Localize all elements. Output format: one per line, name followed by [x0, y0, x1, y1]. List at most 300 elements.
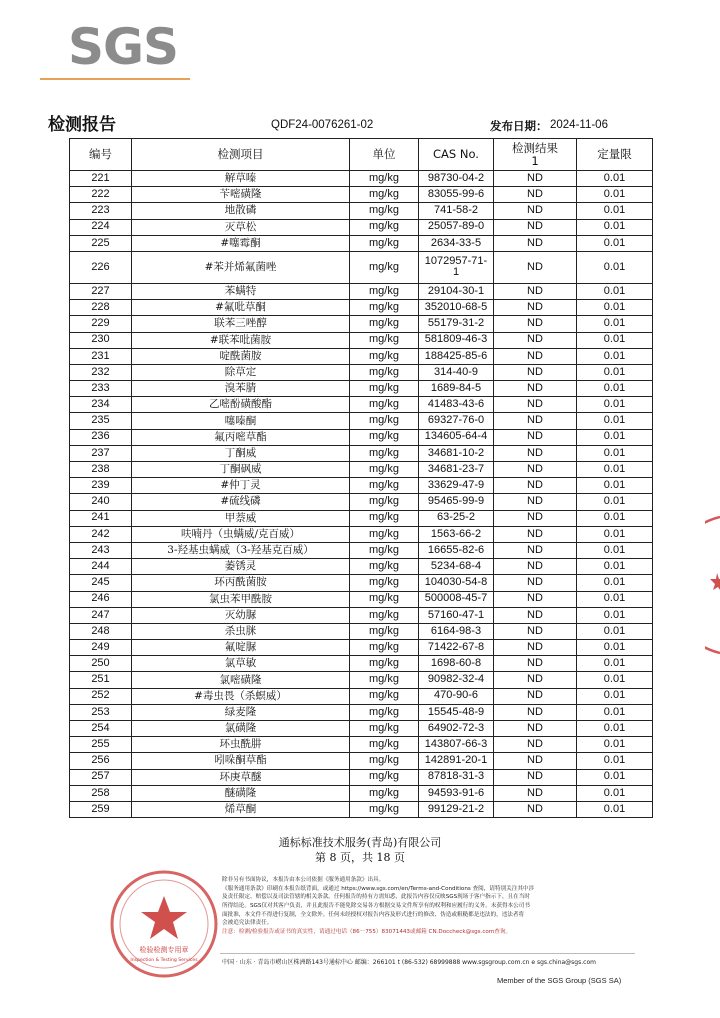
cell-unit: mg/kg [350, 591, 419, 607]
table-row [70, 462, 653, 478]
cell-unit: mg/kg [350, 462, 419, 478]
cell-number: 233 [70, 381, 132, 397]
cell-unit: mg/kg [350, 704, 419, 720]
cell-item: 呋喃丹（虫螨威/克百威） [132, 526, 350, 542]
cell-item: 丁酮砜威 [132, 462, 350, 478]
cell-cas: 57160-47-1 [419, 607, 494, 623]
cell-result: ND [494, 785, 577, 801]
cell-cas: 41483-43-6 [419, 397, 494, 413]
verification-warning: 注意：检测/检验报告或证书的真实性，请通过电话（86－755）83071443或邮箱 CN.Doccheck@sgs.com查询。 [222, 928, 512, 935]
table-row [70, 219, 653, 235]
cell-item: #硫线磷 [132, 494, 350, 510]
cell-unit: mg/kg [350, 413, 419, 429]
cell-result: ND [494, 494, 577, 510]
cell-result: ND [494, 251, 577, 283]
cell-unit: mg/kg [350, 235, 419, 251]
cell-loq: 0.01 [577, 300, 653, 316]
table-row [70, 510, 653, 526]
cell-item: 丁酮威 [132, 445, 350, 461]
cell-unit: mg/kg [350, 575, 419, 591]
cell-cas: 29104-30-1 [419, 283, 494, 299]
cell-cas: 98730-04-2 [419, 171, 494, 187]
cell-unit: mg/kg [350, 348, 419, 364]
cell-loq: 0.01 [577, 769, 653, 785]
report-number: QDF24-0076261-02 [271, 119, 374, 131]
cell-loq: 0.01 [577, 494, 653, 510]
cell-result: ND [494, 721, 577, 737]
cell-result: ND [494, 623, 577, 639]
cell-unit: mg/kg [350, 542, 419, 558]
cell-loq: 0.01 [577, 413, 653, 429]
cell-unit: mg/kg [350, 364, 419, 380]
cell-item: 联苯三唑醇 [132, 316, 350, 332]
cell-unit: mg/kg [350, 753, 419, 769]
cell-unit: mg/kg [350, 219, 419, 235]
cell-unit: mg/kg [350, 656, 419, 672]
cell-item: 环虫酰肼 [132, 737, 350, 753]
cell-loq: 0.01 [577, 623, 653, 639]
cell-result: ND [494, 559, 577, 575]
cell-number: 247 [70, 607, 132, 623]
table-row [70, 672, 653, 688]
cell-result: ND [494, 801, 577, 817]
table-row [70, 801, 653, 817]
cell-cas: 99129-21-2 [419, 801, 494, 817]
table-row [70, 187, 653, 203]
table-row [70, 413, 653, 429]
cell-loq: 0.01 [577, 462, 653, 478]
table-row [70, 397, 653, 413]
edge-seal-icon [705, 515, 720, 655]
cell-item: 烯草酮 [132, 801, 350, 817]
cell-cas: 741-58-2 [419, 203, 494, 219]
cell-cas: 69327-76-0 [419, 413, 494, 429]
table-row [70, 721, 653, 737]
cell-item: #仲丁灵 [132, 478, 350, 494]
cell-result: ND [494, 753, 577, 769]
cell-unit: mg/kg [350, 510, 419, 526]
cell-unit: mg/kg [350, 478, 419, 494]
table-row [70, 575, 653, 591]
cell-cas: 188425-85-6 [419, 348, 494, 364]
disclaimer [222, 876, 642, 937]
cell-number: 244 [70, 559, 132, 575]
cell-item: 灭草松 [132, 219, 350, 235]
cell-unit: mg/kg [350, 187, 419, 203]
cell-number: 254 [70, 721, 132, 737]
cell-cas: 104030-54-8 [419, 575, 494, 591]
cell-loq: 0.01 [577, 526, 653, 542]
cell-unit: mg/kg [350, 283, 419, 299]
cell-loq: 0.01 [577, 542, 653, 558]
cell-item: #噻霉酮 [132, 235, 350, 251]
cell-unit: mg/kg [350, 737, 419, 753]
cell-number: 238 [70, 462, 132, 478]
cell-item: 地散磷 [132, 203, 350, 219]
cell-item: 灭幼脲 [132, 607, 350, 623]
report-title: 检测报告 [48, 115, 116, 135]
results-table [69, 138, 653, 818]
table-row [70, 656, 653, 672]
table-row [70, 364, 653, 380]
cell-number: 227 [70, 283, 132, 299]
cell-number: 241 [70, 510, 132, 526]
disclaimer-line: 及责任限定、赔偿以及司法管辖的相关条款。任何报告的持有方需知悉，此报告内容仅反映SGS现场于客户指示下，且在当时 [222, 894, 530, 901]
cell-result: ND [494, 542, 577, 558]
table-row [70, 300, 653, 316]
disclaimer-line: 除非另有书面协议，本报告由本公司依据《服务通用条款》出具。 [222, 877, 385, 883]
table-row [70, 203, 653, 219]
table-row [70, 607, 653, 623]
table-row [70, 494, 653, 510]
cell-cas: 6164-98-3 [419, 623, 494, 639]
table-row [70, 753, 653, 769]
cell-cas: 33629-47-9 [419, 478, 494, 494]
sgs-logo: SGS [68, 18, 179, 76]
cell-result: ND [494, 187, 577, 203]
table-row [70, 171, 653, 187]
cell-item: #联苯吡菌胺 [132, 332, 350, 348]
company-address: 中国 · 山东 · 青岛市崂山区株洲路143号通标中心 邮编：266101 t (86-532) 68999888 www.sgsgroup.com.cn e sgs.china@sgs.com [222, 959, 596, 966]
cell-result: ND [494, 445, 577, 461]
cell-cas: 16655-82-6 [419, 542, 494, 558]
cell-result: ND [494, 203, 577, 219]
cell-unit: mg/kg [350, 672, 419, 688]
cell-loq: 0.01 [577, 478, 653, 494]
disclaimer-line: 所得结论。SGS仅对其客户负责，并且此报告不能免除交易各方根据交易文件所享有的权利和应履行的义务。未获得本公司书 [222, 902, 530, 909]
cell-result: ND [494, 672, 577, 688]
cell-item: 解草嗪 [132, 171, 350, 187]
cell-result: ND [494, 575, 577, 591]
cell-cas: 25057-89-0 [419, 219, 494, 235]
cell-loq: 0.01 [577, 316, 653, 332]
cell-unit: mg/kg [350, 316, 419, 332]
cell-number: 240 [70, 494, 132, 510]
cell-unit: mg/kg [350, 721, 419, 737]
column-header-result: 检测结果 1 [494, 139, 577, 171]
cell-unit: mg/kg [350, 203, 419, 219]
cell-number: 234 [70, 397, 132, 413]
table-row [70, 542, 653, 558]
cell-result: ND [494, 316, 577, 332]
cell-loq: 0.01 [577, 203, 653, 219]
cell-number: 237 [70, 445, 132, 461]
cell-cas: 94593-91-6 [419, 785, 494, 801]
cell-item: 萎锈灵 [132, 559, 350, 575]
cell-unit: mg/kg [350, 494, 419, 510]
cell-cas: 581809-46-3 [419, 332, 494, 348]
cell-result: ND [494, 348, 577, 364]
cell-number: 228 [70, 300, 132, 316]
cell-cas: 87818-31-3 [419, 769, 494, 785]
cell-result: ND [494, 688, 577, 704]
cell-cas: 5234-68-4 [419, 559, 494, 575]
cell-cas: 143807-66-3 [419, 737, 494, 753]
cell-result: ND [494, 332, 577, 348]
cell-cas: 64902-72-3 [419, 721, 494, 737]
cell-unit: mg/kg [350, 381, 419, 397]
cell-unit: mg/kg [350, 607, 419, 623]
cell-number: 223 [70, 203, 132, 219]
cell-loq: 0.01 [577, 381, 653, 397]
cell-item: #毒虫畏（杀螟威） [132, 688, 350, 704]
cell-loq: 0.01 [577, 235, 653, 251]
table-row [70, 332, 653, 348]
table-row [70, 704, 653, 720]
cell-loq: 0.01 [577, 348, 653, 364]
cell-number: 242 [70, 526, 132, 542]
cell-number: 232 [70, 364, 132, 380]
cell-unit: mg/kg [350, 785, 419, 801]
cell-unit: mg/kg [350, 251, 419, 283]
cell-number: 252 [70, 688, 132, 704]
cell-loq: 0.01 [577, 364, 653, 380]
cell-unit: mg/kg [350, 623, 419, 639]
cell-result: ND [494, 591, 577, 607]
cell-item: 环庚草醚 [132, 769, 350, 785]
cell-item: 氯虫苯甲酰胺 [132, 591, 350, 607]
cell-loq: 0.01 [577, 187, 653, 203]
table-row [70, 251, 653, 283]
cell-result: ND [494, 462, 577, 478]
table-row [70, 381, 653, 397]
cell-cas: 2634-33-5 [419, 235, 494, 251]
cell-loq: 0.01 [577, 607, 653, 623]
cell-loq: 0.01 [577, 656, 653, 672]
page-number: 第 8 页，共 18 页 [315, 851, 405, 864]
cell-unit: mg/kg [350, 332, 419, 348]
cell-item: 氟丙嘧草酯 [132, 429, 350, 445]
column-header-cas: CAS No. [419, 139, 494, 171]
cell-loq: 0.01 [577, 753, 653, 769]
cell-cas: 134605-64-4 [419, 429, 494, 445]
cell-result: ND [494, 413, 577, 429]
cell-unit: mg/kg [350, 640, 419, 656]
cell-number: 255 [70, 737, 132, 753]
cell-cas: 352010-68-5 [419, 300, 494, 316]
cell-loq: 0.01 [577, 171, 653, 187]
cell-unit: mg/kg [350, 397, 419, 413]
cell-cas: 83055-99-6 [419, 187, 494, 203]
table-row [70, 769, 653, 785]
disclaimer-line: 面批准，本文件不得进行复制，全文除外。任何未经授权对报告内容及形式进行的修改、伪造或粗糙都是违法的，违法者将 [222, 911, 525, 918]
cell-result: ND [494, 364, 577, 380]
cell-loq: 0.01 [577, 332, 653, 348]
table-row [70, 737, 653, 753]
cell-loq: 0.01 [577, 640, 653, 656]
cell-item: 氟啶脲 [132, 640, 350, 656]
cell-cas: 470-90-6 [419, 688, 494, 704]
cell-loq: 0.01 [577, 445, 653, 461]
cell-result: ND [494, 381, 577, 397]
cell-loq: 0.01 [577, 672, 653, 688]
disclaimer-line: 会被追究法律责任。 [222, 920, 273, 927]
table-row [70, 445, 653, 461]
cell-loq: 0.01 [577, 591, 653, 607]
cell-item: 啶酰菌胺 [132, 348, 350, 364]
cell-item: #苯并烯氟菌唑 [132, 251, 350, 283]
table-row [70, 785, 653, 801]
cell-number: 256 [70, 753, 132, 769]
cell-unit: mg/kg [350, 559, 419, 575]
seal-text: 检验检测专用章 [139, 946, 189, 954]
cell-cas: 90982-32-4 [419, 672, 494, 688]
cell-number: 222 [70, 187, 132, 203]
cell-number: 250 [70, 656, 132, 672]
table-row [70, 429, 653, 445]
cell-number: 230 [70, 332, 132, 348]
cell-cas: 63-25-2 [419, 510, 494, 526]
cell-number: 221 [70, 171, 132, 187]
cell-cas: 15545-48-9 [419, 704, 494, 720]
cell-result: ND [494, 737, 577, 753]
table-row [70, 559, 653, 575]
cell-item: 甲萘威 [132, 510, 350, 526]
cell-loq: 0.01 [577, 559, 653, 575]
cell-cas: 1698-60-8 [419, 656, 494, 672]
cell-result: ND [494, 640, 577, 656]
cell-item: 杀虫脒 [132, 623, 350, 639]
cell-result: ND [494, 704, 577, 720]
cell-loq: 0.01 [577, 688, 653, 704]
cell-loq: 0.01 [577, 801, 653, 817]
cell-result: ND [494, 656, 577, 672]
footer-divider [220, 953, 635, 954]
cell-number: 249 [70, 640, 132, 656]
cell-result: ND [494, 397, 577, 413]
cell-number: 246 [70, 591, 132, 607]
cell-unit: mg/kg [350, 769, 419, 785]
cell-result: ND [494, 769, 577, 785]
issue-date-label: 发布日期： [490, 119, 548, 133]
cell-number: 257 [70, 769, 132, 785]
disclaimer-line: 《服务通用条款》印刷在本报告纸背面，或通过 https://www.sgs.com/en/Terms-and-Conditions 查阅，请特别关注其中涉 [222, 885, 535, 892]
cell-unit: mg/kg [350, 801, 419, 817]
cell-cas: 1072957-71- 1 [419, 251, 494, 283]
table-row [70, 478, 653, 494]
cell-number: 253 [70, 704, 132, 720]
cell-loq: 0.01 [577, 397, 653, 413]
table-row [70, 688, 653, 704]
table-body [70, 171, 653, 818]
cell-number: 226 [70, 251, 132, 283]
table-row [70, 623, 653, 639]
cell-unit: mg/kg [350, 526, 419, 542]
cell-item: 除草定 [132, 364, 350, 380]
cell-item: 氯磺隆 [132, 721, 350, 737]
cell-number: 248 [70, 623, 132, 639]
cell-number: 229 [70, 316, 132, 332]
cell-cas: 1689-84-5 [419, 381, 494, 397]
cell-loq: 0.01 [577, 429, 653, 445]
cell-item: 溴苯腈 [132, 381, 350, 397]
cell-cas: 55179-31-2 [419, 316, 494, 332]
cell-result: ND [494, 235, 577, 251]
column-header-number: 编号 [70, 139, 132, 171]
cell-loq: 0.01 [577, 283, 653, 299]
cell-cas: 314-40-9 [419, 364, 494, 380]
cell-loq: 0.01 [577, 251, 653, 283]
cell-loq: 0.01 [577, 721, 653, 737]
cell-item: 3-羟基虫螨威（3-羟基克百威） [132, 542, 350, 558]
cell-number: 259 [70, 801, 132, 817]
cell-unit: mg/kg [350, 429, 419, 445]
cell-result: ND [494, 219, 577, 235]
cell-unit: mg/kg [350, 300, 419, 316]
cell-result: ND [494, 429, 577, 445]
cell-unit: mg/kg [350, 171, 419, 187]
cell-number: 243 [70, 542, 132, 558]
footer-company: 通标标准技术服务(青岛)有限公司 [278, 836, 442, 849]
cell-result: ND [494, 478, 577, 494]
table-row [70, 591, 653, 607]
cell-item: 醚磺隆 [132, 785, 350, 801]
cell-cas: 34681-23-7 [419, 462, 494, 478]
table-row [70, 283, 653, 299]
cell-number: 258 [70, 785, 132, 801]
seal-text-en: Inspection & Testing Services [130, 958, 198, 963]
table-row [70, 316, 653, 332]
cell-number: 251 [70, 672, 132, 688]
cell-result: ND [494, 283, 577, 299]
cell-unit: mg/kg [350, 688, 419, 704]
cell-result: ND [494, 607, 577, 623]
cell-number: 239 [70, 478, 132, 494]
cell-number: 225 [70, 235, 132, 251]
cell-item: 苄嘧磺隆 [132, 187, 350, 203]
cell-loq: 0.01 [577, 575, 653, 591]
cell-number: 235 [70, 413, 132, 429]
cell-item: #氟吡草酮 [132, 300, 350, 316]
cell-result: ND [494, 510, 577, 526]
cell-item: 环丙酰菌胺 [132, 575, 350, 591]
table-header-row [70, 139, 653, 171]
cell-item: 苯螨特 [132, 283, 350, 299]
cell-item: 氯嘧磺隆 [132, 672, 350, 688]
cell-number: 224 [70, 219, 132, 235]
cell-cas: 142891-20-1 [419, 753, 494, 769]
cell-cas: 34681-10-2 [419, 445, 494, 461]
issue-date: 2024-11-06 [550, 119, 608, 131]
table-row [70, 235, 653, 251]
cell-item: 吲哚酮草酯 [132, 753, 350, 769]
cell-result: ND [494, 171, 577, 187]
cell-cas: 71422-67-8 [419, 640, 494, 656]
cell-number: 245 [70, 575, 132, 591]
cell-cas: 500008-45-7 [419, 591, 494, 607]
table-row [70, 640, 653, 656]
cell-item: 乙嘧酚磺酸酯 [132, 397, 350, 413]
column-header-item: 检测项目 [132, 139, 350, 171]
table-row [70, 526, 653, 542]
cell-loq: 0.01 [577, 737, 653, 753]
cell-loq: 0.01 [577, 510, 653, 526]
column-header-loq: 定量限 [577, 139, 653, 171]
cell-loq: 0.01 [577, 785, 653, 801]
cell-loq: 0.01 [577, 704, 653, 720]
member-statement: Member of the SGS Group (SGS SA) [497, 976, 622, 985]
cell-loq: 0.01 [577, 219, 653, 235]
cell-result: ND [494, 526, 577, 542]
cell-item: 噻嗪酮 [132, 413, 350, 429]
table-row [70, 348, 653, 364]
cell-cas: 1563-66-2 [419, 526, 494, 542]
cell-item: 氯草敏 [132, 656, 350, 672]
cell-result: ND [494, 300, 577, 316]
column-header-unit: 单位 [350, 139, 419, 171]
cell-number: 236 [70, 429, 132, 445]
logo-rule [40, 78, 190, 80]
